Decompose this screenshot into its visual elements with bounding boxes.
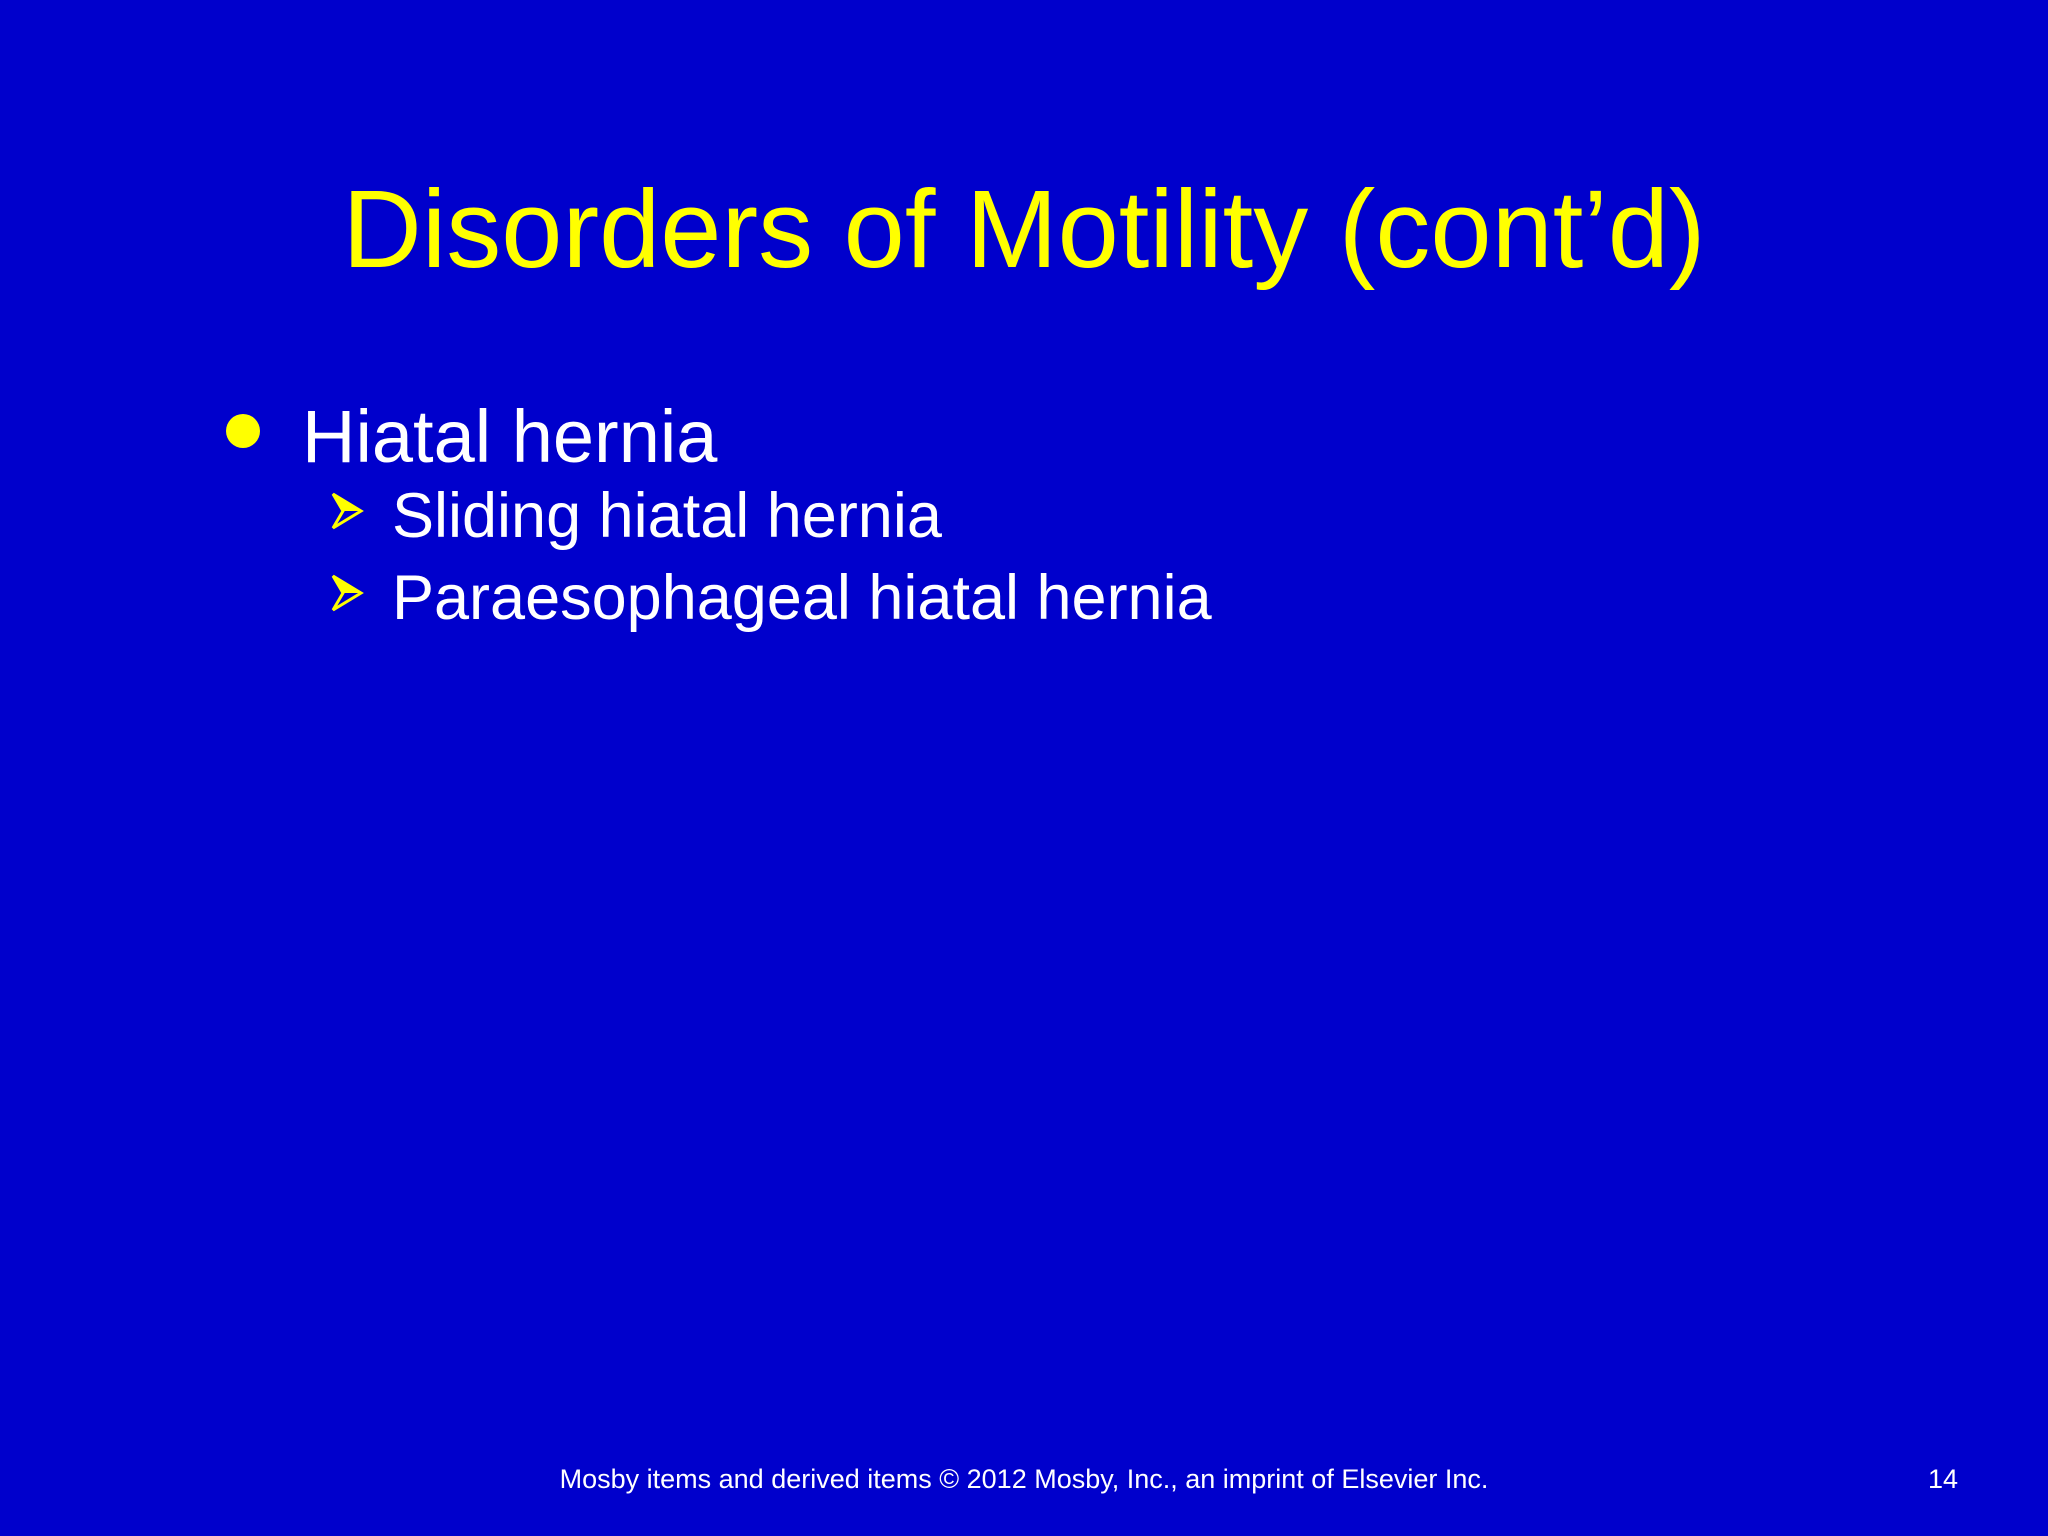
bullet-list (222, 392, 1212, 640)
arrow-bullet-icon (330, 490, 364, 532)
sub-bullet-text: Sliding hiatal hernia (392, 481, 942, 551)
slide-title: Disorders of Motility (cont’d) (342, 168, 1706, 291)
bullet-text: Hiatal hernia (302, 395, 718, 478)
arrow-bullet-icon (330, 572, 364, 614)
bullet-item (222, 392, 718, 482)
page-number: 14 (1928, 1464, 1959, 1494)
copyright-footer: Mosby items and derived items © 2012 Mosby, Inc., an imprint of Elsevier Inc. (559, 1464, 1489, 1494)
bullet-dot-icon (226, 414, 260, 448)
sub-bullet-text: Paraesophageal hiatal hernia (392, 563, 1212, 633)
